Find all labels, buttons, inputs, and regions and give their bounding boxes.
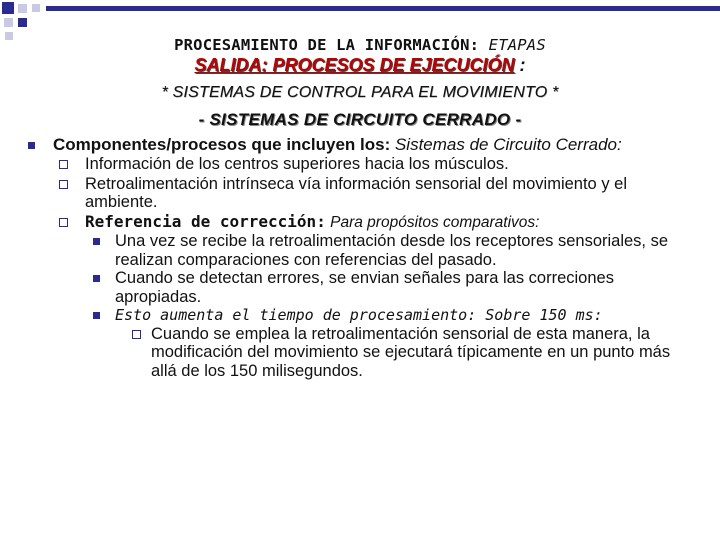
nested-bullet: Cuando se emplea la retroalimentación sensorial de esta manera, la modificación del movimiento se ejecutará típicamente en un punto más allá de los 150 milisegundos.: [28, 325, 698, 381]
reference-item: Esto aumenta el tiempo de procesamiento: Sobre 150 ms:: [28, 306, 698, 325]
hollow-square-bullet-icon: [132, 330, 141, 339]
main-bullet: Componentes/procesos que incluyen los: Sistemas de Circuito Cerrado:: [28, 136, 698, 154]
subsection-heading: - SISTEMAS DE CIRCUITO CERRADO -: [198, 110, 522, 129]
hollow-square-bullet-icon: [59, 160, 68, 169]
hollow-square-bullet-icon: [59, 180, 68, 189]
reference-item: Una vez se recibe la retroalimentación desde los receptores sensoriales, se realizan comparaciones con referencias del pasado.: [28, 232, 698, 269]
reference-bullet: Referencia de corrección: Para propósitos comparativos:: [28, 213, 698, 233]
slide-subtitle: SALIDA: PROCESOS DE EJECUCIÓN :: [194, 55, 526, 75]
square-bullet-icon: [28, 142, 35, 149]
slide-body: [28, 136, 698, 380]
section-heading: * SISTEMAS DE CONTROL PARA EL MOVIMIENTO *: [161, 84, 559, 101]
sub-bullet: Retroalimentación intrínseca vía información sensorial del movimiento y el ambiente.: [28, 175, 698, 212]
square-bullet-icon: [93, 238, 100, 245]
reference-item: Cuando se detectan errores, se envian señales para las correciones apropiadas.: [28, 269, 698, 306]
square-bullet-icon: [93, 275, 100, 282]
square-bullet-icon: [93, 312, 100, 319]
slide-title: PROCESAMIENTO DE LA INFORMACIÓN: ETAPAS: [174, 36, 546, 54]
sub-bullet: Información de los centros superiores hacia los músculos.: [28, 155, 698, 174]
top-rule: [46, 6, 720, 11]
hollow-square-bullet-icon: [59, 218, 68, 227]
